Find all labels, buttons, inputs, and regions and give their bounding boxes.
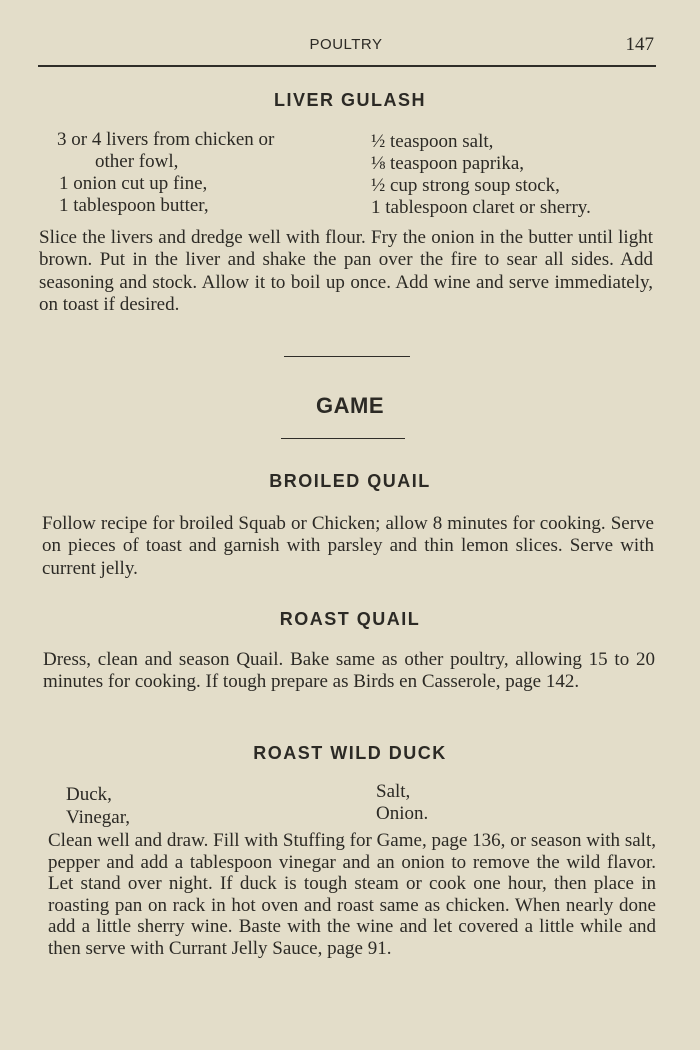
section-rule [284,356,410,357]
recipe-title-roast-wild-duck: ROAST WILD DUCK [253,743,447,763]
ingredient-item: Vinegar, [66,807,131,828]
header-rule [38,65,656,67]
recipe-directions-liver-gulash: Slice the livers and dredge well with flour. Fry the onion in the butter until light brown. Put in the liver and shake the pan over the fire to sear all sides. Add seasoning and stock. Allow it to boil up once. Add wine and serve immediately, on toast if desired. [39,227,653,316]
running-header [38,34,654,64]
ingredient-item: ½ teaspoon salt, [371,131,494,152]
recipe-directions-broiled-quail: Follow recipe for broiled Squab or Chicken; allow 8 minutes for cooking. Serve on pieces of toast and garnish with parsley and thin lemon slices. Serve with current jelly. [42,513,654,579]
ingredient-item: 1 onion cut up fine, [59,173,208,194]
ingredient-item: Duck, [66,784,112,805]
page-number: 147 [625,34,654,55]
ingredient-item: 3 or 4 livers from chicken or [57,129,275,150]
recipe-title-liver-gulash: LIVER GULASH [273,90,426,110]
recipe-directions-roast-quail: Dress, clean and season Quail. Bake same as other poultry, allowing 15 to 20 minutes for cooking. If tough prepare as Birds en Casserole, page 142. [43,649,655,693]
recipe-directions-roast-wild-duck: Clean well and draw. Fill with Stuffing for Game, page 136, or season with salt, pepper and add a tablespoon vinegar and an onion to remove the wild flavor. Let stand over night. If duck is tough steam or cook one hour, then place in roasting pan on rack in hot oven and roast same as chicken. When nearly done add a little sherry wine. Baste with the wine and let covered a little while and then serve with Currant Jelly Sauce, page 91. [48,830,656,959]
ingredient-item: Onion. [376,803,429,824]
chapter-title: POULTRY [309,36,383,53]
ingredient-item: other fowl, [95,151,179,172]
recipe-title-broiled-quail: BROILED QUAIL [269,471,431,491]
ingredient-item: 1 tablespoon claret or sherry. [371,197,591,218]
ingredient-item: Salt, [376,781,411,802]
section-rule [281,438,405,439]
ingredient-item: ½ cup strong soup stock, [371,175,560,196]
section-title-game: GAME [316,393,384,418]
recipe-title-roast-quail: ROAST QUAIL [279,609,421,629]
ingredient-item: ⅛ teaspoon paprika, [371,153,525,174]
ingredient-item: 1 tablespoon butter, [59,195,209,216]
